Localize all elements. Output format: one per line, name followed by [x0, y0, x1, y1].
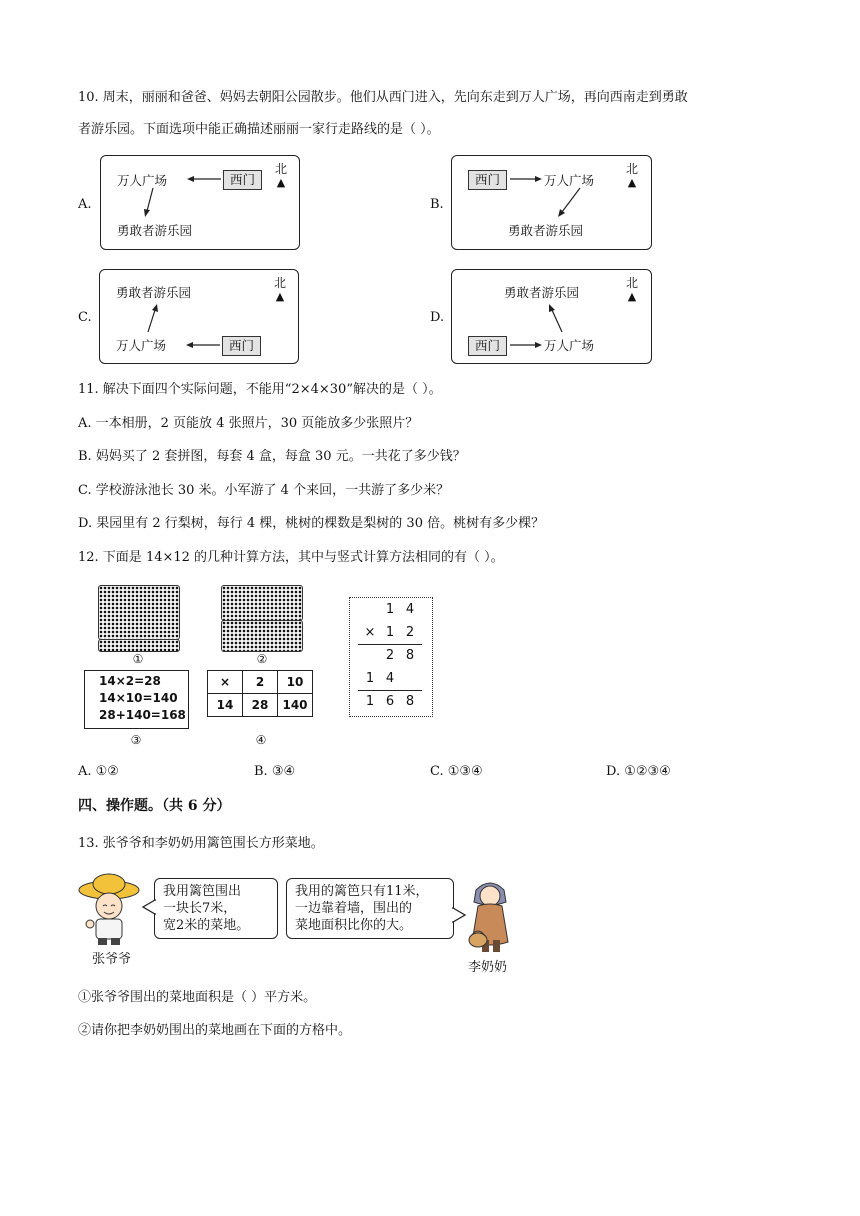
digit: 1 [365, 671, 375, 686]
gate-label: 西门 [222, 336, 261, 356]
divider-line [358, 644, 422, 645]
equation-line: 14×10=140 [99, 691, 178, 705]
equation-line: 28+140=168 [99, 708, 186, 722]
q10-option-a-letter: A. [78, 197, 92, 212]
gate-label: 西门 [223, 170, 262, 190]
digit: 2 [405, 625, 415, 640]
bubble-tail [142, 899, 156, 915]
digit: 6 [385, 694, 395, 709]
park-label: 勇敢者游乐园 [508, 223, 584, 238]
route-arrows [452, 156, 651, 249]
table-header-cell: 10 [278, 671, 313, 694]
q12-method2-dot-grid-top [221, 585, 303, 621]
speech-line: 我用篱笆围出 [163, 884, 242, 899]
q10-option-b-map[interactable] [451, 155, 652, 250]
q12-label-4: ④ [255, 733, 267, 747]
north-arrow-icon: ▲ [627, 176, 637, 189]
north-arrow-icon: ▲ [276, 176, 286, 189]
q12-stem: 12. 下面是 14×12 的几种计算方法，其中与竖式计算方法相同的有（ ）。 [78, 550, 504, 565]
q13-sub-question-1: ①张爷爷围出的菜地面积是（ ）平方米。 [78, 990, 317, 1005]
q10-option-c-letter: C. [78, 310, 92, 325]
q12-method1-dot-grid-small [98, 639, 180, 652]
table-cell: 28 [243, 694, 278, 717]
speech-line: 我用的篱笆只有11米， [295, 884, 429, 899]
north-indicator: 北 ▲ [625, 162, 638, 189]
q10-stem-line1: 10. 周末，丽丽和爸爸、妈妈去朝阳公园散步。他们从西门进入，先向东走到万人广场，再向西南走到勇敢 [78, 90, 688, 105]
table-header-cell: × [208, 671, 243, 694]
q12-label-1: ① [132, 652, 144, 666]
divider-line [358, 690, 422, 691]
route-arrows [452, 270, 651, 363]
digit: 2 [385, 648, 395, 663]
q10-option-d-letter: D. [430, 310, 445, 325]
digit: 4 [405, 602, 415, 617]
q12-choice-a[interactable]: A. ①② [78, 764, 119, 779]
q12-method2-dot-grid-bottom [221, 620, 303, 652]
table-cell: 140 [278, 694, 313, 717]
q11-option-a[interactable]: A. 一本相册，2 页能放 4 张照片，30 页能放多少张照片？ [78, 416, 419, 431]
north-indicator: 北 ▲ [274, 162, 287, 189]
section-4-title: 四、操作题。（共 6 分） [78, 798, 231, 814]
park-label: 勇敢者游乐园 [116, 285, 192, 300]
speech-line: 菜地面积比你的大。 [295, 918, 413, 933]
digit: 4 [385, 671, 395, 686]
speech-line: 一块长7米， [163, 901, 237, 916]
grandpa-zhang-speech-bubble [154, 878, 278, 939]
grandpa-zhang-name: 张爷爷 [92, 952, 132, 967]
q10-option-c-map[interactable] [99, 269, 299, 364]
q12-method3-equations [84, 670, 189, 729]
north-indicator: 北 ▲ [273, 276, 286, 303]
q12-choice-c[interactable]: C. ①③④ [430, 764, 483, 779]
q12-vertical-calculation [349, 597, 433, 717]
gate-label: 西门 [468, 170, 507, 190]
q12-method4-table [207, 670, 313, 717]
grandpa-zhang-illustration [76, 870, 142, 946]
speech-line: 一边靠着墙，围出的 [295, 901, 413, 916]
digit: 1 [385, 625, 395, 640]
q12-label-2: ② [256, 652, 268, 666]
q11-stem: 11. 解决下面四个实际问题，不能用“2×4×30”解决的是（ ）。 [78, 382, 442, 397]
grandma-li-illustration [462, 876, 518, 956]
q10-option-a-map[interactable] [100, 155, 300, 250]
route-arrows [100, 270, 298, 363]
north-arrow-icon: ▲ [275, 290, 285, 303]
q10-option-b-letter: B. [430, 197, 444, 212]
q11-option-b[interactable]: B. 妈妈买了 2 套拼图，每套 4 盒，每盒 30 元。一共花了多少钱？ [78, 449, 466, 464]
digit: 1 [365, 694, 375, 709]
equation-line: 14×2=28 [99, 674, 161, 688]
q12-choice-b[interactable]: B. ③④ [254, 764, 296, 779]
speech-line: 宽2米的菜地。 [163, 918, 250, 933]
q13-sub-question-2: ②请你把李奶奶围出的菜地画在下面的方格中。 [78, 1023, 352, 1038]
q13-stem: 13. 张爷爷和李奶奶用篱笆围长方形菜地。 [78, 836, 324, 851]
north-indicator: 北 ▲ [625, 276, 638, 303]
north-arrow-icon: ▲ [627, 290, 637, 303]
square-label: 万人广场 [544, 338, 595, 353]
q12-method1-dot-grid-large [98, 585, 180, 640]
q11-option-c[interactable]: C. 学校游泳池长 30 米。小军游了 4 个来回，一共游了多少米？ [78, 483, 450, 498]
digit: 8 [405, 648, 415, 663]
table-cell: 14 [208, 694, 243, 717]
square-label: 万人广场 [116, 338, 167, 353]
digit: 1 [385, 602, 395, 617]
q12-choice-d[interactable]: D. ①②③④ [606, 764, 671, 779]
q10-stem-line2: 者游乐园。下面选项中能正确描述丽丽一家行走路线的是（ ）。 [78, 122, 440, 137]
route-arrows [101, 156, 299, 249]
grandma-li-speech-bubble [286, 878, 454, 939]
grandma-li-name: 李奶奶 [468, 960, 508, 975]
park-label: 勇敢者游乐园 [504, 285, 580, 300]
park-label: 勇敢者游乐园 [117, 223, 193, 238]
table-header-cell: 2 [243, 671, 278, 694]
q10-option-d-map[interactable] [451, 269, 652, 364]
digit: 8 [405, 694, 415, 709]
multiply-sign: × [364, 625, 376, 640]
square-label: 万人广场 [544, 173, 595, 188]
gate-label: 西门 [468, 336, 507, 356]
q11-option-d[interactable]: D. 果园里有 2 行梨树，每行 4 棵，桃树的棵数是梨树的 30 倍。桃树有多少棵？ [78, 516, 545, 531]
q12-label-3: ③ [130, 733, 142, 747]
square-label: 万人广场 [117, 173, 168, 188]
